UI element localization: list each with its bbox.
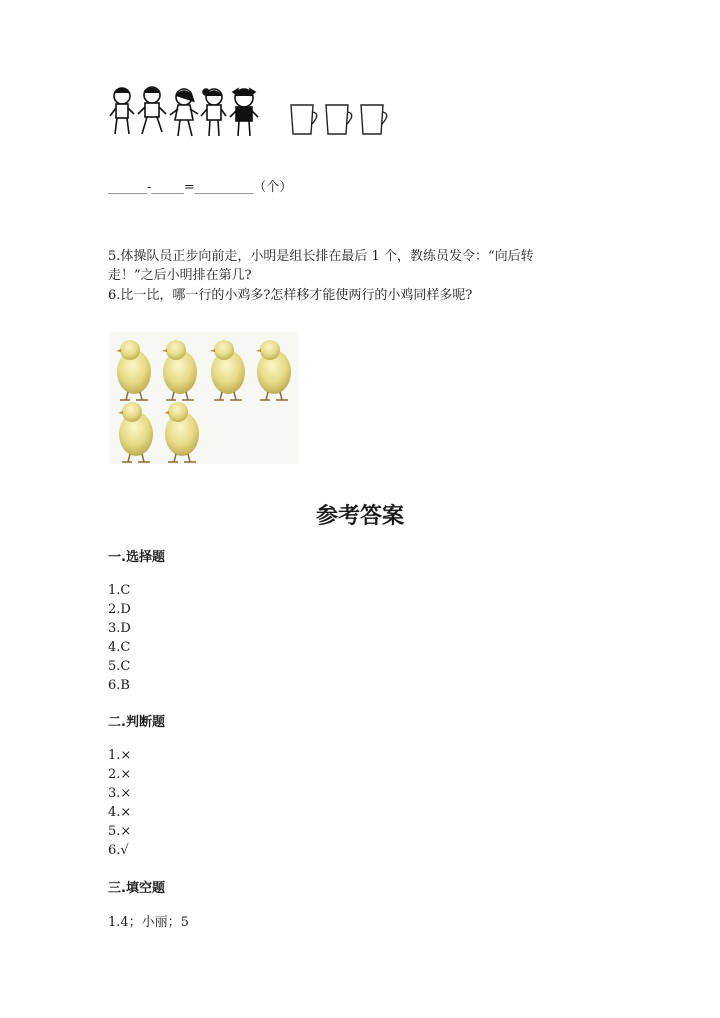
answer-key-title: 参考答案 [315,503,404,529]
child-figure [170,89,198,136]
chicks-illustration [110,332,298,464]
list-item: 5.× [108,824,132,839]
child-figure [110,88,134,134]
list-item: 4.× [108,805,132,820]
list-item: 3.D [108,621,131,636]
equation-blank-line: ______-_____=_________（个） [108,180,293,195]
question-5-line-1: 5.体操队员正步向前走，小明是组长排在最后 1 个，教练员发令：“向后转 [108,249,534,264]
judgment-answer-list [108,746,131,860]
list-item: 6.√ [108,843,129,858]
list-item: 6.B [108,678,130,693]
list-item: 5.C [108,659,131,674]
child-figure [201,89,226,136]
question-5-line-2: 走！”之后小明排在第几? [108,268,252,283]
child-figure [230,89,258,136]
question-6-text: 6.比一比，哪一行的小鸡多?怎样移才能使两行的小鸡同样多呢? [108,288,473,303]
list-item: 4.C [108,640,131,655]
cup-icon [361,105,387,134]
list-item: 2.× [108,767,132,782]
cup-icon [291,105,317,134]
cup-icon [326,105,352,134]
list-item: 2.D [108,602,131,617]
list-item: 1.× [108,748,132,763]
list-item: 3.× [108,786,132,801]
cups-illustration [288,102,394,138]
fill-blank-answer-list [108,913,189,932]
section-heading-choice: 一.选择题 [108,550,165,565]
children-illustration [108,84,264,140]
choice-answer-list [108,581,131,695]
list-item: 1.C [108,583,131,598]
section-heading-judgment: 二.判断题 [108,715,165,730]
section-heading-fill-blank: 三.填空题 [108,881,165,896]
list-item: 1.4；小丽；5 [108,915,189,930]
child-figure [138,87,166,134]
